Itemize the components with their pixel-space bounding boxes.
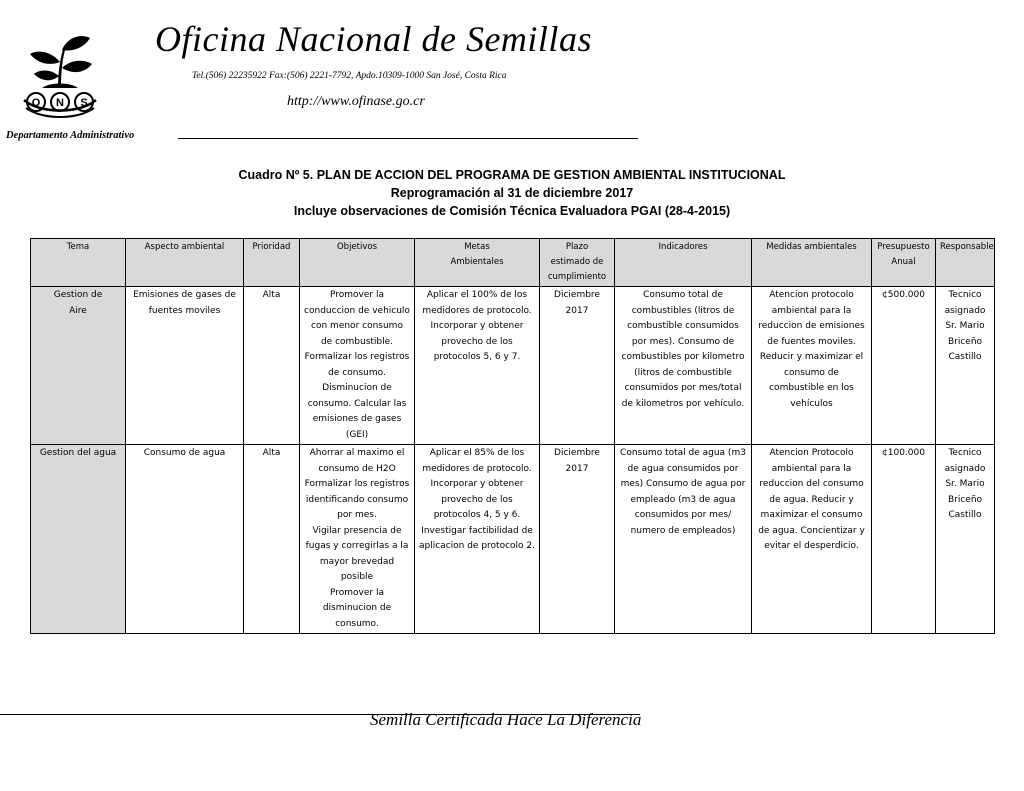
org-name: Oficina Nacional de Semillas — [155, 19, 592, 59]
table-cell: Diciembre 2017 — [540, 287, 615, 445]
table-row — [31, 445, 995, 634]
svg-text:S: S — [80, 97, 88, 109]
document-titles — [0, 166, 1024, 220]
table-cell: Alta — [244, 287, 300, 445]
column-header: Indicadores — [615, 239, 752, 287]
ons-logo — [20, 28, 100, 120]
table-cell: ¢500.000 — [872, 287, 936, 445]
column-header: Metas Ambientales — [415, 239, 540, 287]
table-cell: Tecnico asignado Sr. Mario Briceño Castillo — [936, 445, 995, 634]
action-plan-table — [30, 238, 995, 634]
title-line-1: Cuadro Nº 5. PLAN DE ACCION DEL PROGRAMA DE GESTION AMBIENTAL INSTITUCIONAL — [238, 168, 786, 182]
title-line-3: Incluye observaciones de Comisión Técnica Evaluadora PGAI (28-4-2015) — [293, 204, 731, 218]
table-cell: Gestion del agua — [31, 445, 126, 634]
table-cell: Ahorrar al maximo el consumo de H2O Formalizar los registros identificando consumo por mes. Vigilar presencia de fugas y corregirlas a la mayor brevedad posible Promover la disminucion de consumo. — [300, 445, 415, 634]
column-header: Aspecto ambiental — [126, 239, 244, 287]
table-cell: Aplicar el 85% de los medidores de protocolo. Incorporar y obtener provecho de los protocolos 4, 5 y 6. Investigar factibilidad de aplicacion de protocolo 2. — [415, 445, 540, 634]
table-cell: Diciembre 2017 — [540, 445, 615, 634]
table-cell: Consumo total de combustibles (litros de combustible consumidos por mes). Consumo de combustibles por kilometro (litros de combustible consumidos por mes/total de kilometros por vehículo. — [615, 287, 752, 445]
contact-info: Tel.(506) 22235922 Fax:(506) 2221-7792, Apdo.10309-1000 San José, Costa Rica — [192, 71, 507, 81]
table-cell: Consumo de agua — [126, 445, 244, 634]
table-cell: Alta — [244, 445, 300, 634]
table-cell: ¢100.000 — [872, 445, 936, 634]
table-row — [31, 287, 995, 445]
svg-text:O: O — [31, 97, 41, 109]
table-cell: Tecnico asignado Sr. Mario Briceño Castillo — [936, 287, 995, 445]
table-cell: Gestion de Aire — [31, 287, 126, 445]
website-url: http://www.ofinase.go.cr — [287, 94, 425, 109]
column-header: Responsable — [936, 239, 995, 287]
table-cell: Atencion protocolo ambiental para la reduccion de emisiones de fuentes moviles. Reducir y maximizar el consumo de combustible en los vehículos — [752, 287, 872, 445]
table-cell: Promover la conduccion de vehiculo con menor consumo de combustible. Formalizar los registros de consumo. Disminucion de consumo. Calcular las emisiones de gases (GEI) — [300, 287, 415, 445]
column-header: Objetivos — [300, 239, 415, 287]
table-cell: Aplicar el 100% de los medidores de protocolo. Incorporar y obtener provecho de los protocolos 5, 6 y 7. — [415, 287, 540, 445]
table-cell: Consumo total de agua (m3 de agua consumidos por mes) Consumo de agua por empleado (m3 de agua consumidos por mes/ numero de empleados) — [615, 445, 752, 634]
column-header: Presupuesto Anual — [872, 239, 936, 287]
table-cell: Emisiones de gases de fuentes moviles — [126, 287, 244, 445]
header-divider — [178, 138, 638, 139]
department-name: Departamento Administrativo — [6, 130, 135, 141]
title-line-2: Reprogramación al 31 de diciembre 2017 — [390, 186, 634, 200]
footer-slogan: Semilla Certificada Hace La Diferencia — [370, 710, 642, 729]
column-header: Medidas ambientales — [752, 239, 872, 287]
svg-text:N: N — [56, 97, 64, 109]
column-header: Prioridad — [244, 239, 300, 287]
table-header-row — [31, 239, 995, 287]
column-header: Plazo estimado de cumplimiento — [540, 239, 615, 287]
table-cell: Atencion Protocolo ambiental para la reduccion del consumo de agua. Reducir y maximizar el consumo de agua. Concientizar y evitar el desperdicio. — [752, 445, 872, 634]
column-header: Tema — [31, 239, 126, 287]
